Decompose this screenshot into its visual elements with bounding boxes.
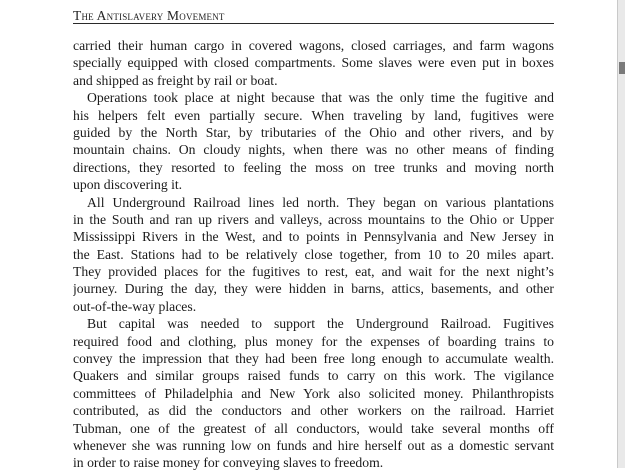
text-line: carried their human cargo in covered wagons, closed carriages, and farm wagons xyxy=(73,38,554,53)
text-line: directions, they resorted to feeling the moss on tree trunks and moving north xyxy=(73,159,554,175)
text-line: out-of-the-way places. xyxy=(73,298,197,314)
text-line: the East. Stations had to be relatively close together, from 10 to 20 miles apart. xyxy=(73,246,554,262)
text-line: journey. During the day, they were hidden in barns, attics, basements, and other xyxy=(73,281,554,297)
scrollbar[interactable] xyxy=(617,0,625,468)
scrollbar-thumb[interactable] xyxy=(619,62,625,74)
text-line: They provided places for the fugitives to rest, eat, and wait for the next night’s xyxy=(73,264,554,280)
text-line: Tubman, one of the greatest of all conductors, would take several months off xyxy=(73,420,554,436)
text-line: convey the impression that they had been free long enough to accumulate wealth. xyxy=(73,351,554,367)
text-line: Operations took place at night because that was the only time the fugitive and xyxy=(87,90,554,106)
text-line: in the South and ran up rivers and valleys, across mountains to the Ohio or Upper xyxy=(73,211,554,227)
text-line: Quakers and similar groups raised funds to carry on this work. The vigilance xyxy=(73,368,554,384)
text-line: his helpers felt even partially secure. When traveling by land, fugitives were xyxy=(73,107,554,123)
text-line: All Underground Railroad lines led north. They began on various plantations xyxy=(87,194,554,210)
text-line: contributed, as did the conductors and other workers on the railroad. Harriet xyxy=(73,403,554,419)
text-line: But capital was needed to support the Underground Railroad. Fugitives xyxy=(87,316,554,332)
running-head xyxy=(73,7,554,24)
text-line: upon discovering it. xyxy=(73,177,183,193)
text-line: required food and clothing, plus money for the expenses of boarding trains to xyxy=(73,333,554,349)
text-line: mountain chains. On cloudy nights, when there was no other means of finding xyxy=(73,142,554,158)
text-line: in order to raise money for conveying slaves to freedom. xyxy=(73,455,384,471)
text-line: whenever she was running low on funds and hire herself out as a domestic servant xyxy=(73,437,554,453)
body-text xyxy=(73,37,554,472)
running-head-title: The Antislavery Movement xyxy=(73,8,225,23)
text-line: committees of Philadelphia and New York also solicited money. Philanthropists xyxy=(73,385,554,401)
text-line: Mississippi Rivers in the West, and to points in Pennsylvania and New Jersey in xyxy=(73,229,554,245)
text-line: guided by the North Star, by tributaries of the Ohio and other rivers, and by xyxy=(73,124,554,140)
text-line: and shipped as freight by rail or boat. xyxy=(73,72,278,88)
text-line: specially equipped with closed compartments. Some slaves were even put in boxes xyxy=(73,55,554,71)
